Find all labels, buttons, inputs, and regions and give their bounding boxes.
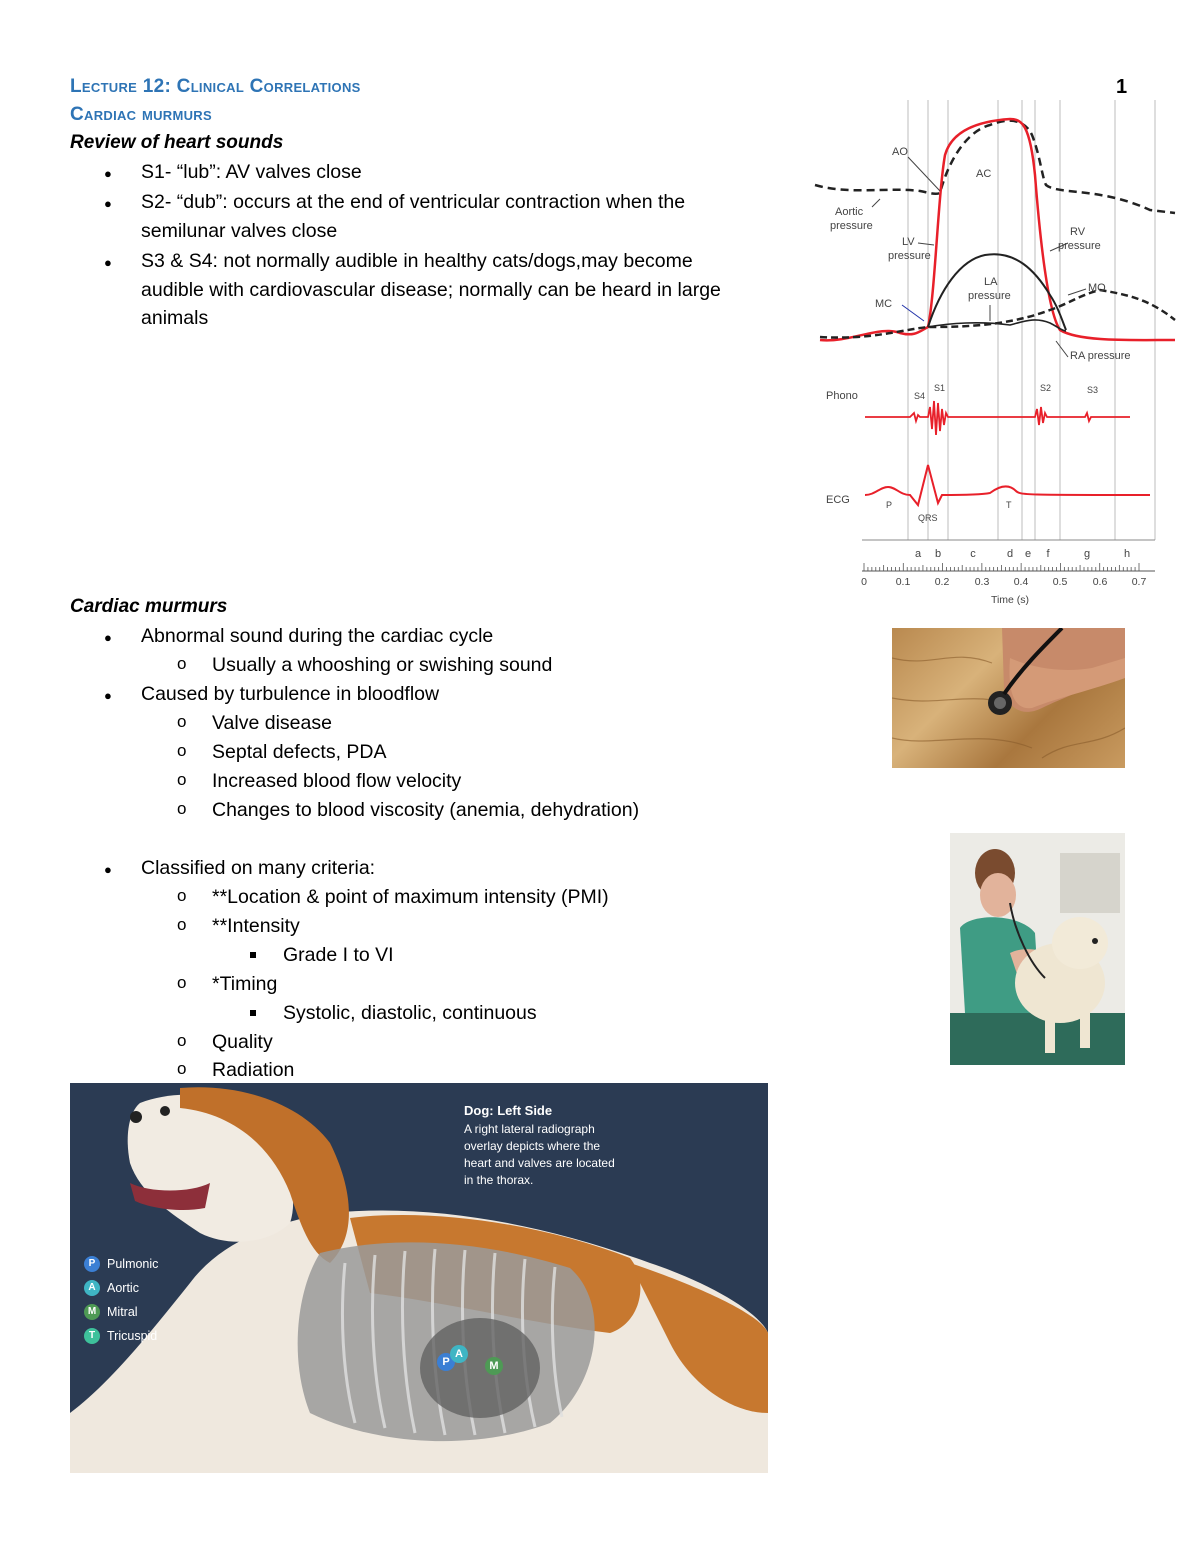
label-qrs: QRS	[918, 513, 938, 523]
page-number: 1	[1116, 76, 1128, 98]
label-mo: MO	[1088, 282, 1106, 294]
label-aortic-pressure: pressure	[830, 220, 873, 232]
valve-legend	[84, 1252, 158, 1348]
aortic-icon: A	[84, 1280, 100, 1296]
time-axis-label: Time (s)	[990, 594, 1030, 606]
mitral-icon: M	[84, 1304, 100, 1320]
criteria-timing: *Timing	[212, 973, 278, 995]
radiograph-title: Dog: Left Side	[464, 1103, 553, 1118]
bullet: ●	[104, 196, 112, 211]
sub-bullet: o	[177, 654, 187, 673]
bullet: ●	[104, 862, 112, 877]
review-item-s3s4-cont2: animals	[141, 307, 209, 329]
tick-0.1: 0.1	[895, 576, 911, 588]
tick-0.3: 0.3	[974, 576, 990, 588]
phase-d: d	[1006, 548, 1014, 560]
cause-valve: Valve disease	[212, 712, 332, 734]
bullet: ●	[104, 630, 112, 645]
valve-marker-p: P	[437, 1353, 455, 1371]
sub-bullet: o	[177, 973, 187, 992]
legend-item-pulmonic: P Pulmonic	[84, 1252, 158, 1276]
label-rv: RV	[1070, 226, 1086, 238]
label-s2: S2	[1040, 383, 1052, 393]
bullet: ●	[104, 688, 112, 703]
review-item-s2: S2- “dub”: occurs at the end of ventricular contraction when the	[141, 191, 686, 213]
label-rv-pressure: pressure	[1058, 240, 1101, 252]
review-heading: Review of heart sounds	[70, 132, 284, 153]
sub-bullet: o	[177, 770, 187, 789]
radiograph-caption: A right lateral radiograph overlay depicts where the heart and valves are located in the thorax.	[464, 1122, 615, 1187]
phase-c: c	[970, 548, 976, 560]
label-mc: MC	[875, 298, 893, 310]
label-lv: LV	[902, 236, 915, 248]
criteria-location: **Location & point of maximum intensity (PMI)	[212, 886, 609, 908]
tricuspid-icon: T	[84, 1328, 100, 1344]
legend-item-tricuspid: T Tricuspid	[84, 1324, 158, 1348]
aortic-pressure-line	[815, 121, 1175, 213]
sub-bullet: o	[177, 799, 187, 818]
phase-e: e	[1024, 548, 1032, 560]
phase-g: g	[1083, 548, 1091, 560]
label-la: LA	[984, 276, 998, 288]
label-ra-pressure: RA pressure	[1070, 350, 1131, 362]
legend-item-aortic: A Aortic	[84, 1276, 158, 1300]
cause-septal: Septal defects, PDA	[212, 741, 387, 763]
sub-bullet: o	[177, 886, 187, 905]
review-item-s3s4: S3 & S4: not normally audible in healthy cats/dogs,may become	[141, 250, 693, 272]
phase-b: b	[934, 548, 942, 560]
label-ac: AC	[976, 168, 992, 180]
valve-marker-a: A	[450, 1345, 468, 1363]
label-t: T	[1006, 500, 1012, 510]
label-phono: Phono	[826, 390, 858, 402]
label-ecg: ECG	[826, 494, 850, 506]
phase-h: h	[1123, 548, 1131, 560]
label-s3: S3	[1087, 385, 1099, 395]
tick-0.6: 0.6	[1092, 576, 1108, 588]
bullet: ●	[104, 255, 112, 270]
tick-0.5: 0.5	[1052, 576, 1068, 588]
criteria-intensity: **Intensity	[212, 915, 300, 937]
label-s4: S4	[914, 391, 926, 401]
cause-velocity: Increased blood flow velocity	[212, 770, 462, 792]
dog-radiograph-figure	[70, 1083, 768, 1473]
stethoscope-photo	[892, 628, 1125, 768]
murmurs-heading: Cardiac murmurs	[70, 596, 228, 617]
sub-bullet: o	[177, 1031, 187, 1050]
label-la-pressure: pressure	[968, 290, 1011, 302]
square-bullet	[250, 1010, 256, 1016]
murmur-sound: Usually a whooshing or swishing sound	[212, 654, 553, 676]
sub-bullet: o	[177, 915, 187, 934]
phase-a: a	[914, 548, 922, 560]
intensity-grade: Grade I to VI	[283, 944, 394, 966]
murmur-cause: Caused by turbulence in bloodflow	[141, 683, 440, 705]
section-title: Cardiac murmurs	[70, 104, 212, 125]
criteria-radiation: Radiation	[212, 1059, 295, 1081]
review-item-s2-cont: semilunar valves close	[141, 220, 338, 242]
label-aortic: Aortic	[835, 206, 864, 218]
timing-types: Systolic, diastolic, continuous	[283, 1002, 537, 1024]
tick-0.2: 0.2	[934, 576, 950, 588]
review-item-s1: S1- “lub”: AV valves close	[141, 161, 362, 183]
phase-f: f	[1046, 548, 1050, 560]
tick-0.7: 0.7	[1131, 576, 1147, 588]
tick-0.4: 0.4	[1013, 576, 1029, 588]
label-s1: S1	[934, 383, 946, 393]
legend-item-mitral: M Mitral	[84, 1300, 158, 1324]
pulmonic-icon: P	[84, 1256, 100, 1272]
square-bullet	[250, 952, 256, 958]
tick-0: 0	[861, 576, 867, 588]
wiggers-diagram	[810, 95, 1190, 610]
vet-exam-photo	[950, 833, 1125, 1065]
sub-bullet: o	[177, 741, 187, 760]
lecture-title: Lecture 12: Clinical Correlations	[70, 76, 361, 97]
sub-bullet: o	[177, 1059, 187, 1078]
classification: Classified on many criteria:	[141, 857, 376, 879]
criteria-quality: Quality	[212, 1031, 273, 1053]
label-p: P	[886, 500, 893, 510]
murmur-definition: Abnormal sound during the cardiac cycle	[141, 625, 494, 647]
review-item-s3s4-cont: audible with cardiovascular disease; normally can be heard in large	[141, 279, 721, 301]
label-lv-pressure: pressure	[888, 250, 931, 262]
ra-pressure-line	[928, 320, 1066, 331]
cause-viscosity: Changes to blood viscosity (anemia, dehydration)	[212, 799, 640, 821]
valve-marker-m: M	[485, 1357, 503, 1375]
bullet: ●	[104, 166, 112, 181]
sub-bullet: o	[177, 712, 187, 731]
label-ao: AO	[892, 146, 908, 158]
